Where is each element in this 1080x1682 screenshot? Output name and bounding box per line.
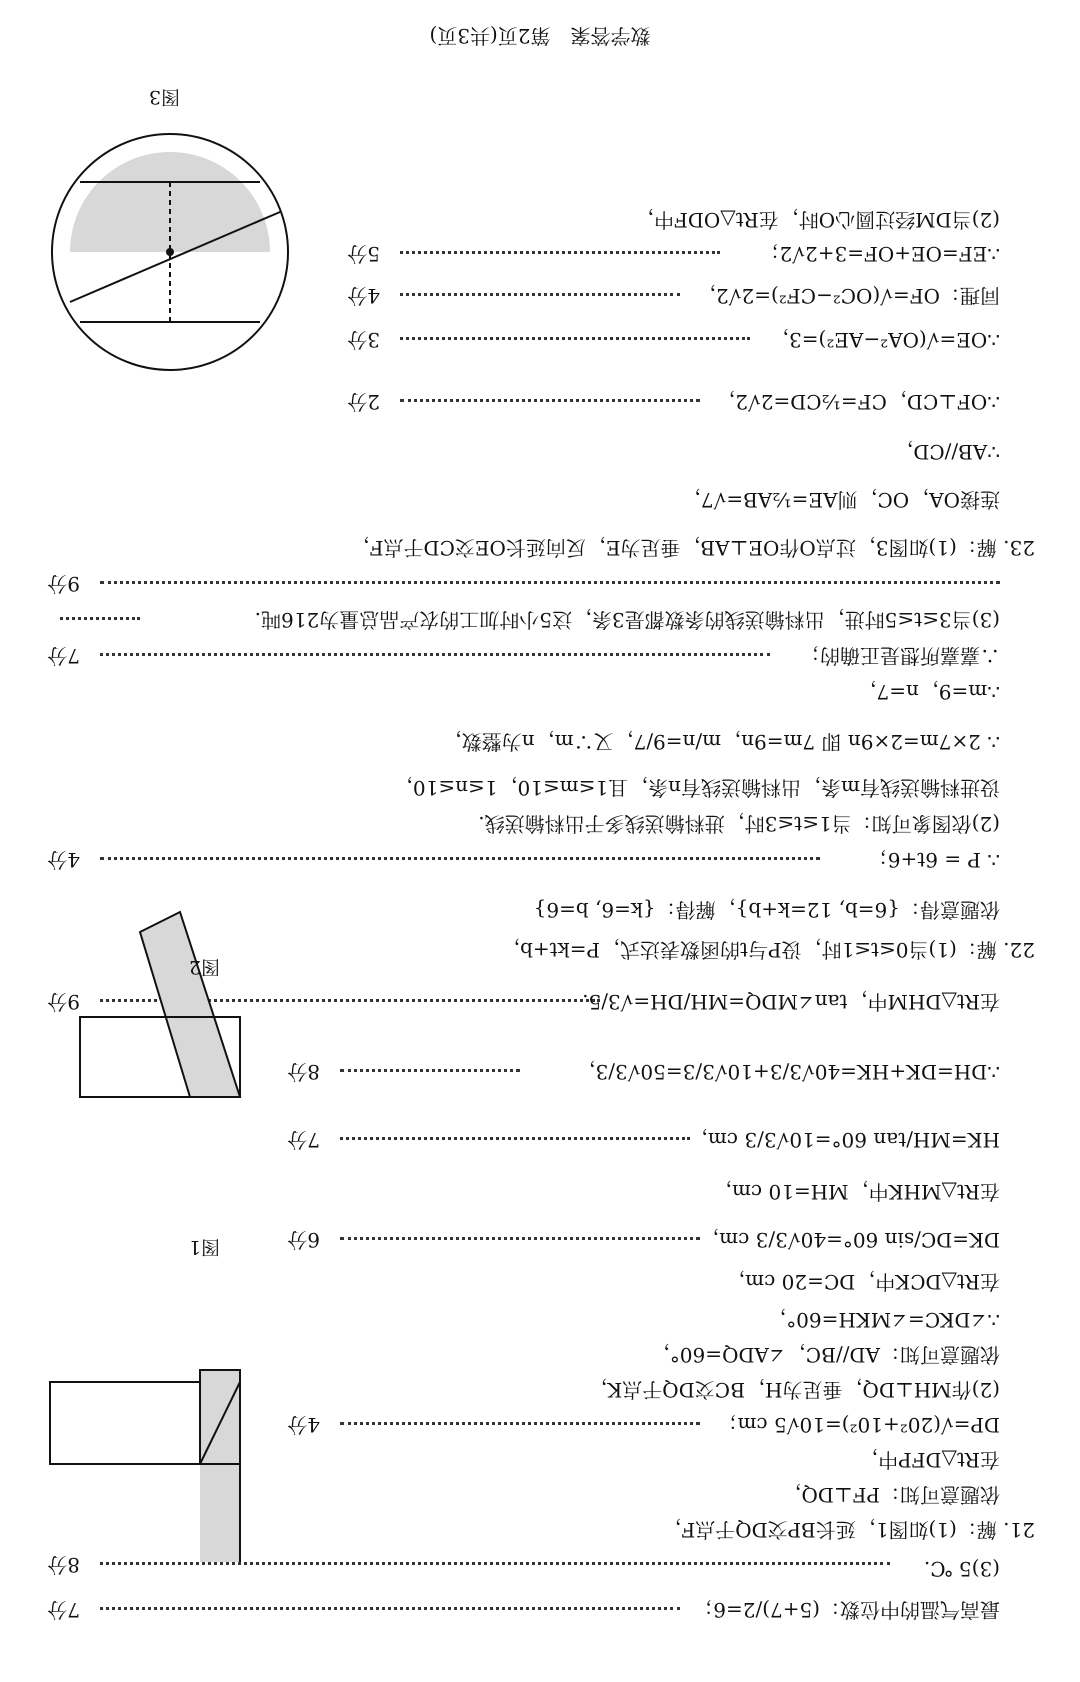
score-label: 7分 (287, 1128, 320, 1152)
center-point (166, 248, 174, 256)
line-text: 在Rt△DHM中，tan∠MDQ=MH/DH=√3/5. (582, 990, 1000, 1014)
line-text: 连接OA，OC，则AE=½AB=√7， (680, 488, 1000, 512)
answer-line (0, 384, 1080, 424)
line-text: DK=DC/sin 60°=40√3/3 cm， (699, 1228, 1000, 1252)
answer-line (0, 602, 1080, 642)
answer-line (0, 724, 1080, 764)
answer-line (0, 566, 1080, 606)
line-text: ∴m=9，n=7， (856, 680, 1000, 704)
line-text: 21. 解：(1)如图1，延长BP交DQ于点F， (661, 1518, 1035, 1542)
line-text: ∴∠DKC=∠MKH=60°， (766, 1308, 1000, 1332)
score-label: 7分 (47, 644, 80, 668)
score-label: 9分 (47, 572, 80, 596)
dot-leader (340, 1237, 700, 1240)
answer-line (0, 1174, 1080, 1214)
score-label: 4分 (47, 848, 80, 872)
figure-1-caption: 图1 (188, 1236, 220, 1258)
answer-line (0, 638, 1080, 678)
answer-line (0, 674, 1080, 714)
rectangle-abpd (50, 1382, 200, 1464)
dot-leader (100, 1607, 680, 1610)
answer-line (0, 1302, 1080, 1342)
line-text: (2)依图象可知：当1≤t≤3时，进料输送线多于出料输送线. (478, 812, 1000, 836)
line-text: 同理：OF=√(OC²−CF²)=2√2， (695, 284, 1000, 308)
line-text: 依题意可知：AD//BC，∠ADQ=60°， (649, 1343, 1000, 1367)
dot-leader (60, 617, 140, 620)
line-text: ∴嘉嘉所想是正确的； (800, 644, 1000, 668)
line-text: 23. 解：(1)如图3，过点O作OE⊥AB，垂足为E，反向延长OE交CD于点F， (349, 536, 1035, 560)
page-header: 数学答案 第2页(共3页) (429, 24, 651, 48)
score-label: 8分 (47, 1553, 80, 1577)
line-text: 最高气温的中位数：(5+7)/2=6； (693, 1598, 1000, 1622)
dot-leader (340, 1137, 690, 1140)
answer-line (0, 434, 1080, 474)
line-text: 22. 解：(1)当0≤t≤1时，设P与t的函数表达式，P=kt+b， (500, 938, 1035, 962)
score-label: 9分 (47, 990, 80, 1014)
dot-leader (100, 653, 770, 656)
line-text: ∴ 2×7m=2×9n 即 7m=9n，m/n=9/7，又∵m，n为整数， (441, 730, 1000, 754)
dot-leader (400, 293, 680, 296)
answer-line (0, 770, 1080, 810)
answer-line (0, 1122, 1080, 1162)
shaded-strip (140, 912, 240, 1097)
dot-leader (400, 337, 750, 340)
dot-leader (400, 251, 720, 254)
dot-leader (100, 857, 820, 860)
line-text: (3)5 ℃. (923, 1557, 1000, 1581)
line-text: ∴ P = 6t+6； (867, 848, 1000, 872)
answer-line (0, 530, 1080, 570)
line-text: ∴OF⊥CD，CF=½CD=2√2， (715, 390, 1000, 414)
score-label: 4分 (287, 1413, 320, 1437)
line-text: (3)当3≤t≤5时进，出料输送线的条数都是3条，这5小时加工的农产品总量为216吨. (254, 608, 1000, 632)
figure-3-diagram (40, 122, 300, 382)
line-text: (2)当DM经过圆心O时，在Rt△ODF中， (633, 208, 1000, 232)
line-text: 在Rt△DFP中， (858, 1448, 1000, 1472)
answer-line (0, 1264, 1080, 1304)
score-label: 3分 (347, 328, 380, 352)
answer-line (0, 1222, 1080, 1262)
line-text: ∵AB//CD， (893, 440, 1000, 464)
score-label: 7分 (47, 1598, 80, 1622)
line-text: HK=MH/tan 60°=10√3/3 cm， (687, 1128, 1000, 1152)
figure-3-caption: 图3 (148, 86, 180, 108)
answer-line (0, 1592, 1080, 1632)
line-text: DP=√(20²+10²)=10√5 cm； (717, 1413, 1000, 1437)
answer-line (0, 842, 1080, 882)
dot-leader (400, 399, 700, 402)
score-label: 8分 (287, 1060, 320, 1084)
answer-line (0, 482, 1080, 522)
line-text: ∴EF=OE+OF=3+2√2； (759, 242, 1000, 266)
score-label: 6分 (287, 1228, 320, 1252)
line-text: (2)作MH⊥DQ，垂足为H，BC交DQ于点K， (587, 1378, 1000, 1402)
dot-leader (340, 1422, 700, 1425)
line-text: 依题意可知：PF⊥DQ， (781, 1483, 1000, 1507)
line-text: ∴DH=DK+HK=40√3/3+10√3/3=50√3/3， (575, 1060, 1000, 1084)
line-text: ∴OE=√(OA²−AE²)=3， (769, 328, 1000, 352)
score-label: 2分 (347, 390, 380, 414)
dot-leader (100, 581, 1000, 584)
dot-leader (340, 1069, 520, 1072)
score-label: 4分 (347, 284, 380, 308)
score-label: 5分 (347, 242, 380, 266)
line-text: 在Rt△DCK中，DC=20 cm， (725, 1270, 1000, 1294)
figure-1-diagram (40, 1352, 260, 1582)
answer-line (0, 806, 1080, 846)
line-text: 依题意得：{6=b, 12=k+b}，解得：{k=6, b=6} (533, 898, 1000, 922)
line-text: 在Rt△MHK中，MH=10 cm， (712, 1180, 1000, 1204)
figure-2-diagram (30, 892, 250, 1122)
line-text: 设进料输送线有m条，出料输送线有n条，且1≤m≤10，1≤n≤10， (392, 776, 1000, 800)
figure-2-caption: 图2 (188, 956, 220, 978)
